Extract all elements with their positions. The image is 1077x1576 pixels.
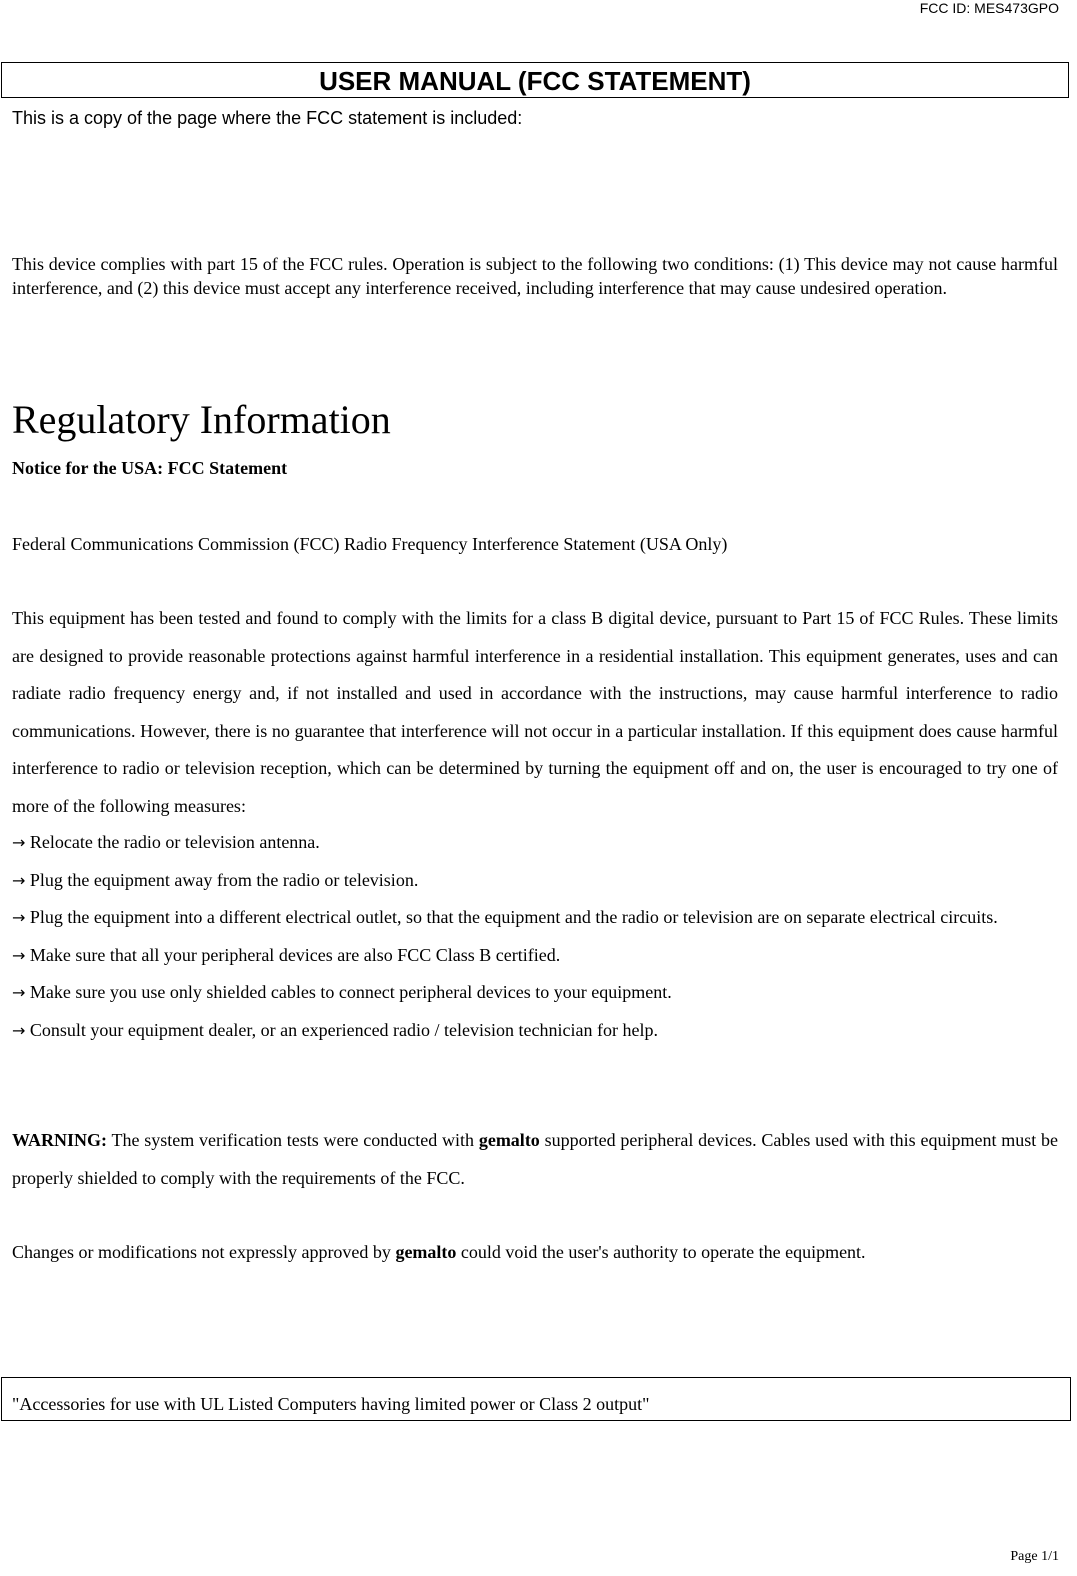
list-item (12, 862, 1058, 900)
measure-text: Plug the equipment into a different electrical outlet, so that the equipment and the radio or television are on separate electrical circuits. (29, 907, 998, 927)
changes-paragraph (12, 1234, 1058, 1272)
list-item (12, 937, 1058, 975)
measure-text: Consult your equipment dealer, or an experienced radio / television technician for help. (29, 1019, 658, 1040)
measure-text: Make sure that all your peripheral devices are also FCC Class B certified. (29, 944, 561, 965)
regulatory-heading: Regulatory Information (12, 397, 391, 442)
page-number: Page 1/1 (1010, 1549, 1059, 1564)
ul-statement-box: "Accessories for use with UL Listed Computers having limited power or Class 2 output" (1, 1377, 1071, 1421)
brand-name: gemalto (478, 1130, 540, 1150)
list-item (12, 824, 1058, 862)
arrow-right-icon: → (12, 1020, 26, 1040)
changes-text-before: Changes or modifications not expressly approved by (12, 1242, 396, 1262)
warning-paragraph (12, 1122, 1058, 1197)
arrow-right-icon: → (12, 908, 26, 927)
compliance-paragraph: This device complies with part 15 of the FCC rules. Operation is subject to the following two conditions: (1) This device may not cause harmful interference, and (2) this device must accept any interference received, including interference that may cause undesired operation. (12, 254, 1058, 298)
measure-text: Relocate the radio or television antenna. (29, 832, 320, 852)
measure-text: Make sure you use only shielded cables to connect peripheral devices to your equipment. (29, 982, 672, 1002)
notice-heading: Notice for the USA: FCC Statement (12, 458, 288, 478)
fcc-statement-title: Federal Communications Commission (FCC) Radio Frequency Interference Statement (USA Only) (12, 534, 728, 554)
arrow-right-icon: → (12, 870, 26, 890)
fcc-main-paragraph: This equipment has been tested and found to comply with the limits for a class B digital device, pursuant to Part 15 of FCC Rules. These limits are designed to provide reasonable protections against harmful interference in a residential installation. This equipment generates, uses and can radiate radio frequency energy and, if not installed and used in accordance with the instructions, may cause harmful interference to radio communications. However, there is no guarantee that interference will not occur in a particular installation. If this equipment does cause harmful interference to radio or television reception, which can be determined by turning the equipment off and on, the user is encouraged to try one of more of the following measures: (12, 608, 1058, 816)
document-title: USER MANUAL (FCC STATEMENT) (1, 62, 1069, 98)
arrow-right-icon: → (12, 983, 26, 1002)
measure-text: Plug the equipment away from the radio or television. (29, 869, 419, 890)
fcc-id-header: FCC ID: MES473GPO (919, 0, 1059, 16)
arrow-right-icon: → (12, 945, 26, 965)
measures-list (12, 824, 1058, 1049)
changes-text-after: could void the user's authority to operate the equipment. (456, 1242, 866, 1262)
intro-text: This is a copy of the page where the FCC statement is included: (12, 108, 523, 128)
list-item (12, 899, 1058, 937)
warning-label: WARNING: (12, 1130, 108, 1150)
warning-text-after: supported peripheral devices. Cables used with this equipment must be properly shielded to comply with the requirements of the FCC. (12, 1130, 1059, 1188)
arrow-right-icon: → (12, 833, 26, 852)
list-item (12, 974, 1058, 1012)
warning-text-before: The system verification tests were conducted with (107, 1130, 479, 1150)
list-item (12, 1012, 1058, 1050)
brand-name: gemalto (395, 1242, 457, 1262)
